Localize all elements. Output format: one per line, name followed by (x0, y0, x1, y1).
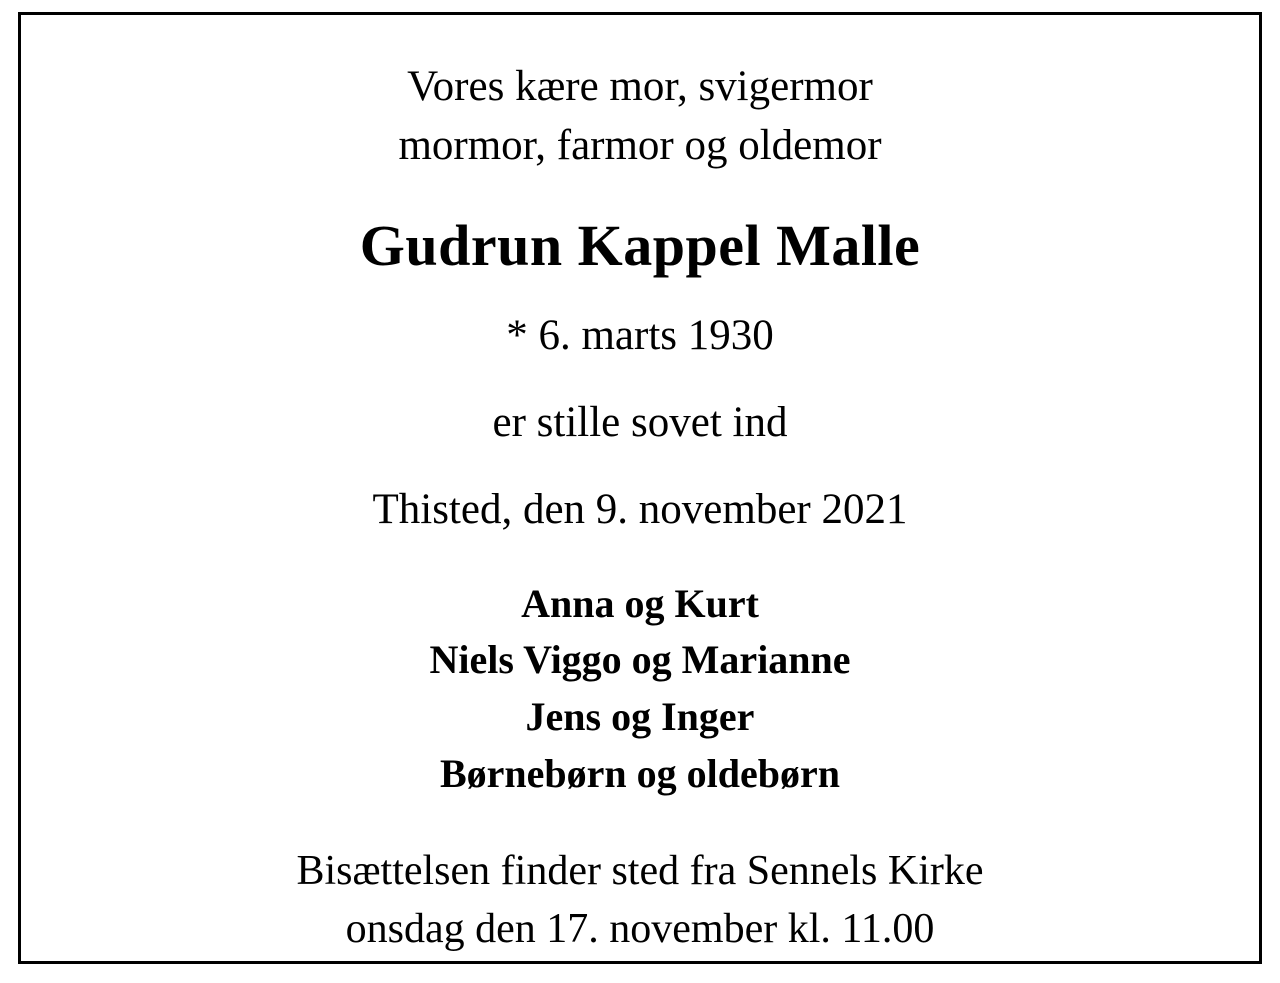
intro-text (21, 57, 1259, 176)
survivors-list (21, 576, 1259, 803)
passing-phrase: er stille sovet ind (492, 398, 788, 446)
intro-line-2: mormor, farmor og oldemor (398, 122, 882, 170)
survivor-line: Niels Viggo og Marianne (429, 637, 851, 683)
survivor-line: Anna og Kurt (521, 580, 759, 626)
funeral-line-1: Bisættelsen finder sted fra Sennels Kirke (296, 847, 984, 894)
place-and-date-of-death: Thisted, den 9. november 2021 (372, 485, 908, 533)
intro-line-1: Vores kære mor, svigermor (407, 63, 873, 110)
funeral-details (21, 843, 1259, 959)
survivor-line: Børnebørn og oldebørn (439, 751, 841, 797)
deceased-name: Gudrun Kappel Malle (359, 212, 921, 278)
birth-date: * 6. marts 1930 (506, 311, 774, 359)
obituary-notice (18, 12, 1262, 964)
funeral-line-2: onsdag den 17. november kl. 11.00 (345, 905, 935, 952)
survivor-line: Jens og Inger (525, 694, 755, 740)
